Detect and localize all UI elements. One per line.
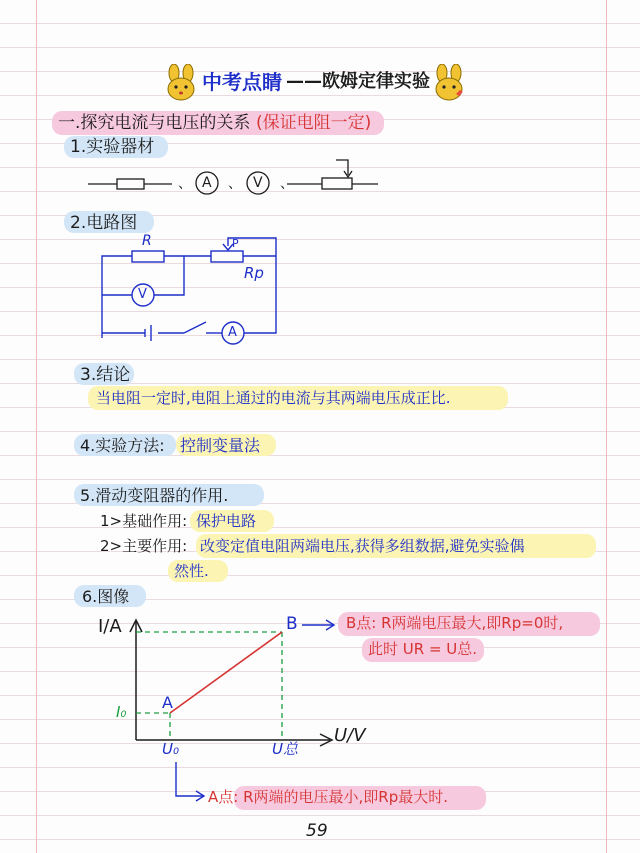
- arrow-right-icon: [302, 620, 334, 630]
- y-axis-label: I/A: [98, 616, 122, 637]
- equipment-heading: 1.实验器材: [70, 137, 155, 157]
- separator-3: 、: [280, 176, 294, 192]
- section1-heading: 一.探究电流与电压的关系: [58, 113, 251, 133]
- note-b-line1: B点: R两端电压最大,即Rp=0时,: [346, 614, 564, 632]
- usource-label: U总: [272, 740, 298, 758]
- page-title-part2: ——欧姆定律实验: [286, 71, 430, 92]
- point-a-label: A: [162, 693, 173, 712]
- basic-role-label: 1>基础作用:: [100, 512, 188, 530]
- conclusion-heading: 3.结论: [80, 365, 131, 385]
- i0-label: I₀: [116, 703, 127, 721]
- basic-role-text: 保护电路: [196, 512, 257, 530]
- separator-1: 、: [178, 176, 192, 192]
- iu-line: [170, 632, 282, 713]
- note-b-line2: 此时 UR = U总.: [368, 640, 478, 658]
- graph-heading: 6.图像: [82, 587, 130, 606]
- rheostat-heading: 5.滑动变阻器的作用.: [80, 486, 229, 505]
- circuit-resistor-label: R: [142, 233, 152, 249]
- conclusion-text: 当电阻一定时,电阻上通过的电流与其两端电压成正比.: [96, 389, 451, 407]
- point-b-label: B: [286, 614, 298, 634]
- circuit-ammeter-label: A: [228, 325, 237, 340]
- method-text: 控制变量法: [180, 436, 261, 455]
- page-title-part1: 中考点睛: [202, 70, 282, 94]
- main-role-text-1: 改变定值电阻两端电压,获得多组数据,避免实验偶: [200, 537, 525, 555]
- arrow-down-right-icon: [176, 762, 204, 801]
- note-a: A点: R两端的电压最小,即Rp最大时.: [208, 788, 448, 806]
- main-role-label: 2>主要作用:: [100, 537, 188, 555]
- circuit-voltmeter-label: V: [138, 287, 147, 302]
- method-heading: 4.实验方法:: [80, 436, 165, 455]
- page-number: 59: [306, 821, 328, 841]
- separator-2: 、: [228, 176, 242, 192]
- circuit-slider-label: P: [232, 237, 239, 250]
- circuit-rheostat-label: Rp: [244, 264, 264, 282]
- voltmeter-symbol-label: V: [253, 175, 263, 191]
- ammeter-symbol-label: A: [202, 175, 212, 191]
- x-axis-label: U/V: [334, 725, 366, 746]
- u0-label: U₀: [162, 740, 179, 758]
- circuit-heading: 2.电路图: [70, 213, 138, 233]
- section1-condition: (保证电阻一定): [256, 113, 372, 133]
- main-role-text-2: 然性.: [174, 562, 209, 580]
